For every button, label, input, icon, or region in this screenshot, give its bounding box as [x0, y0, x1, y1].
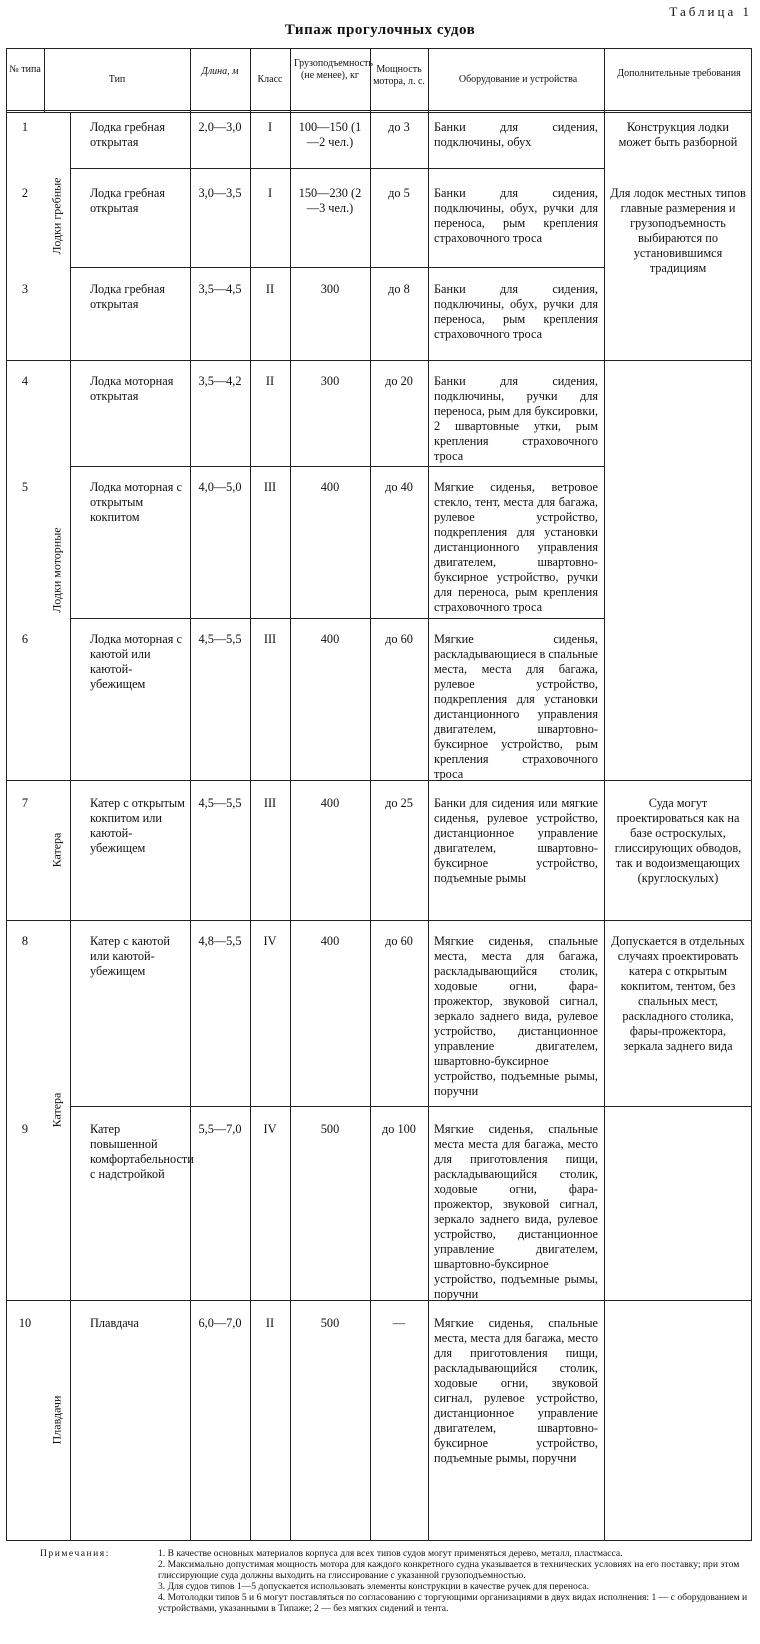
row-class: III — [263, 796, 277, 810]
row-capacity: 300 — [320, 282, 340, 296]
row-capacity: 150—230 (2—3 чел.) — [298, 186, 362, 215]
row-equipment: Банки для сидения, подключины, обух — [434, 120, 598, 149]
note-item: 4. Мотолодки типов 5 и 6 могут поставляться по согласованию с торгующими организациями в двух видах исполнения: 1 — с оборудованием и устройствами, указанными в Типаже; 2 — без мягких сидений и тента. — [158, 1592, 748, 1614]
row-length: 4,5—5,5 — [198, 632, 242, 646]
row-number: 8 — [21, 934, 29, 948]
header-extra: Дополнительные требования — [617, 68, 741, 79]
row-equipment: Мягкие сиденья, раскладывающиеся в спальные места, места для багажа, рулевое устройство, подкрепления для установки дистанционного управления двигателем, швартовно-буксирное устройство, рым крепления страховочного троса — [434, 632, 598, 781]
note-item: 2. Максимально допустимая мощность мотора для каждого конкретного судна указывается в технических условиях на его поставку; при этом глиссирующие суда должны выходить на глиссирование с указанной грузоподъемностью. — [158, 1559, 740, 1581]
row-capacity: 500 — [320, 1122, 340, 1136]
row-type: Катер повышенной комфортабельности с надстройкой — [90, 1122, 194, 1181]
row-number: 1 — [21, 120, 29, 134]
row-equipment: Банки для сидения или мягкие сиденья, рулевое устройство, дистанционное управление двигателем, швартовно-буксирное устройство, подъемные рымы — [434, 796, 598, 885]
notes — [40, 1548, 752, 1614]
row-length: 3,0—3,5 — [198, 186, 242, 200]
row-equipment: Мягкие сиденья, спальные места места для багажа, место для приготовления пищи, раскладывающийся столик, ходовые огни, фара-прожектор, звуковой сигнал, зеркало заднего вида, рулевое устройство, дистанционное управление двигателем, швартовно-буксирное устройство, подъемные рымы, поручни — [434, 1122, 598, 1301]
group-rowing-boats: Лодки гребные — [49, 177, 64, 255]
row-capacity: 100—150 (1—2 чел.) — [298, 120, 362, 149]
row-length: 4,8—5,5 — [198, 934, 242, 948]
row-equipment: Мягкие сиденья, ветровое стекло, тент, места для багажа, рулевое устройство, подкрепления для установки дистанционного управления двигателем, швартовно-буксирное устройство, ручки для переноса, рым крепления страховочного троса — [434, 480, 598, 614]
row-type: Лодка моторная с каютой или каютой-убежищем — [90, 632, 182, 691]
row-power: до 60 — [385, 934, 413, 948]
row-number: 9 — [21, 1122, 29, 1136]
notes-label: Примечания: — [40, 1548, 110, 1559]
row-class: II — [265, 374, 275, 388]
row-capacity: 400 — [320, 632, 340, 646]
row-equipment: Банки для сидения, подключины, ручки для переноса, рым для буксировки, 2 швартовные утки, рым крепления страховочного троса — [434, 374, 598, 463]
row-number: 7 — [21, 796, 29, 810]
group-cutters-2: Катера — [49, 1092, 64, 1128]
group-motor-boats: Лодки моторные — [49, 527, 64, 613]
row-type: Катер с каютой или каютой-убежищем — [90, 934, 170, 978]
row-number: 2 — [21, 186, 29, 200]
row-capacity: 500 — [320, 1316, 340, 1330]
row-number: 10 — [18, 1316, 32, 1330]
header-power: Мощность мотора, л. с. — [373, 64, 425, 87]
row-power: до 60 — [385, 632, 413, 646]
boat-types-table — [6, 48, 752, 1540]
row-power: до 8 — [388, 282, 410, 296]
row-power: до 3 — [388, 120, 410, 134]
table-number: Таблица 1 — [669, 4, 752, 19]
row-class: II — [265, 1316, 275, 1330]
header-class: Класс — [257, 74, 283, 85]
row-length: 3,5—4,2 — [198, 374, 242, 388]
row-equipment: Мягкие сиденья, спальные места, места для багажа, раскладывающийся столик, ходовые огни, фара-прожектор, звуковой сигнал, зеркало заднего вида, рулевое устройство, дистанционное управление двигателем, швартовно-буксирное устройство, подъемные рымы, поручни — [434, 934, 598, 1098]
row-length: 4,0—5,0 — [198, 480, 242, 494]
row-equipment: Мягкие сиденья, спальные места, места для багажа, место для приготовления пищи, раскладывающийся столик, ходовые огни, звуковой сигнал, рулевое устройство, дистанционное управление двигателем, швартовно-буксирное устройство, подъемные рымы, поручни — [434, 1316, 598, 1465]
group-cutters: Катера — [49, 832, 64, 868]
header-length: Длина, м — [201, 66, 239, 77]
header-num: № типа — [9, 64, 41, 75]
row-number: 6 — [21, 632, 29, 646]
row-number: 5 — [21, 480, 29, 494]
row-length: 3,5—4,5 — [198, 282, 242, 296]
row-class: I — [267, 186, 273, 200]
header-equipment: Оборудование и устройства — [458, 74, 578, 85]
header-type: Тип — [108, 74, 126, 85]
row-class: IV — [263, 934, 277, 948]
row-length: 6,0—7,0 — [198, 1316, 242, 1330]
note-item: 1. В качестве основных материалов корпуса для всех типов судов могут применяться дерево, металл, пластмасса. — [158, 1548, 623, 1559]
row-type: Катер с открытым кокпитом или каютой-убежищем — [90, 796, 185, 855]
header-capacity: Грузоподъемность (не менее), кг — [294, 58, 373, 81]
row-length: 4,5—5,5 — [198, 796, 242, 810]
row-number: 4 — [21, 374, 29, 388]
row-type: Лодка гребная открытая — [90, 282, 166, 311]
row-equipment: Банки для сидения, подключины, обух, ручки для переноса, рым крепления страховочного троса — [434, 282, 598, 341]
row-capacity: 400 — [320, 480, 340, 494]
row-type: Плавдача — [90, 1316, 139, 1330]
row-class: II — [265, 282, 275, 296]
row-power: до 100 — [382, 1122, 416, 1136]
extra-requirement: Суда могут проектироваться как на базе остроскулых, глиссирующих обводов, так и водоизмещающих (круглоскулых) — [614, 796, 742, 885]
extra-requirement: Конструкция лодки может быть разборной — [618, 120, 738, 149]
page-title: Типаж прогулочных судов — [284, 22, 476, 38]
row-power: до 40 — [385, 480, 413, 494]
row-number: 3 — [21, 282, 29, 296]
row-capacity: 400 — [320, 796, 340, 810]
row-type: Лодка моторная с открытым кокпитом — [90, 480, 182, 524]
row-class: IV — [263, 1122, 277, 1136]
row-type: Лодка гребная открытая — [90, 186, 166, 215]
row-type: Лодка моторная открытая — [90, 374, 174, 403]
row-equipment: Банки для сидения, подключины, обух, ручки для переноса, рым крепления страховочного троса — [434, 186, 598, 245]
row-length: 5,5—7,0 — [198, 1122, 242, 1136]
row-class: III — [263, 480, 277, 494]
row-capacity: 300 — [320, 374, 340, 388]
group-house-boats: Плавдачи — [49, 1395, 64, 1445]
row-power: до 20 — [385, 374, 413, 388]
note-item: 3. Для судов типов 1—5 допускается использовать элементы конструкции в качестве ручек для переноса. — [158, 1581, 590, 1592]
row-capacity: 400 — [320, 934, 340, 948]
row-power: до 5 — [388, 186, 410, 200]
extra-requirement: Для лодок местных типов главные размерения и грузоподъемность выбираются по установившимся традициям — [610, 186, 746, 275]
row-type: Лодка гребная открытая — [90, 120, 166, 149]
row-power: — — [392, 1316, 406, 1330]
row-class: I — [267, 120, 273, 134]
row-power: до 25 — [385, 796, 413, 810]
extra-requirement: Допускается в отдельных случаях проектировать катера с открытым кокпитом, тентом, без спальных мест, раскладного столика, фары-прожектора, зеркала заднего вида — [611, 934, 745, 1053]
row-class: III — [263, 632, 277, 646]
row-length: 2,0—3,0 — [198, 120, 242, 134]
